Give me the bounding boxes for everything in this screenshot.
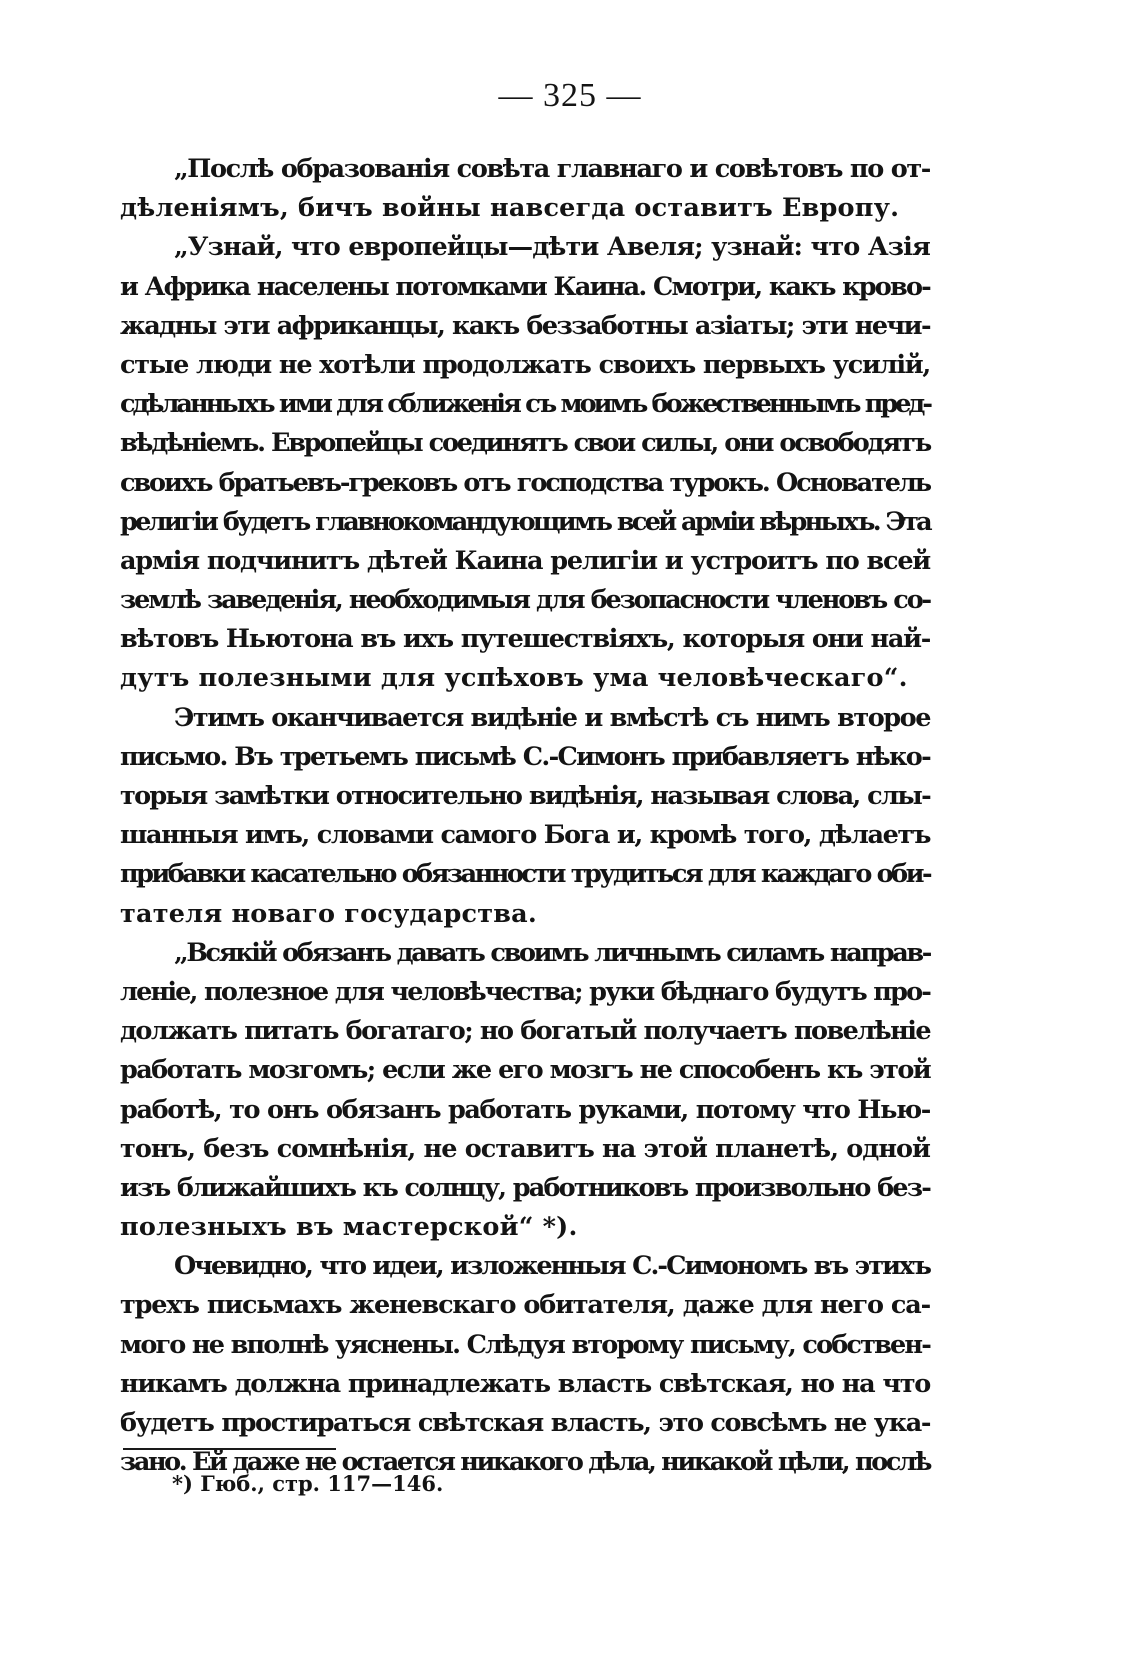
text-line: работѣ, то онъ обязанъ работать руками, потому что Нью- — [120, 1094, 930, 1125]
text-line: леніе, полезное для человѣчества; руки бѣднаго будутъ про- — [120, 976, 930, 1007]
text-line: тателя новаго государства. — [120, 898, 537, 929]
text-line: письмо. Въ третьемъ письмѣ С.-Симонъ прибавляетъ нѣко- — [120, 741, 930, 772]
text-line: мого не вполнѣ уяснены. Слѣдуя второму письму, собствен- — [120, 1329, 930, 1360]
text-line: дѣленіямъ, бичъ войны навсегда оставитъ Европу. — [120, 193, 900, 224]
text-line: вѣдѣніемъ. Европейцы соединятъ свои силы, они освободятъ — [120, 428, 930, 459]
text-line: должать питать богатаго; но богатый получаетъ повелѣніе — [120, 1016, 930, 1047]
footnote: *) Гюб., стр. 117—146. — [172, 1471, 444, 1496]
text-line: трехъ письмахъ женевскаго обитателя, даже для него са- — [120, 1290, 930, 1321]
text-line: полезныхъ въ мастерской“ *). — [120, 1212, 578, 1243]
text-line: „Всякій обязанъ давать своимъ личнымъ силамъ направ- — [174, 937, 930, 968]
text-line: тонъ, безъ сомнѣнія, не оставитъ на этой планетѣ, одной — [120, 1133, 930, 1164]
text-line: „Узнай, что европейцы—дѣти Авеля; узнай: что Азія — [174, 232, 930, 263]
text-line: землѣ заведенія, необходимыя для безопасности членовъ со- — [120, 585, 930, 616]
text-line: Этимъ оканчивается видѣніе и вмѣстѣ съ нимъ второе — [174, 702, 930, 733]
text-line: „Послѣ образованія совѣта главнаго и совѣтовъ по от- — [174, 154, 930, 184]
text-line: стые люди не хотѣли продолжать своихъ первыхъ усилій, — [120, 349, 930, 380]
text-line: работать мозгомъ; если же его мозгъ не способенъ къ этой — [120, 1055, 930, 1086]
text-line: своихъ братьевъ-грековъ отъ господства турокъ. Основатель — [120, 467, 930, 498]
text-line: будетъ простираться свѣтская власть, это совсѣмъ не ука- — [120, 1408, 930, 1438]
page-number: — 325 — — [498, 77, 642, 114]
text-line: дутъ полезными для успѣховъ ума человѣческаго“. — [120, 663, 908, 694]
text-line: сдѣланныхъ ими для сближенія съ моимъ божественнымъ пред- — [120, 389, 930, 420]
text-line: шанныя имъ, словами самого Бога и, кромѣ того, дѣлаетъ — [120, 820, 930, 851]
text-line: никамъ должна принадлежать власть свѣтская, но на что — [120, 1368, 930, 1399]
body-text — [120, 150, 930, 1482]
text-line: армія подчинитъ дѣтей Каина религіи и устроитъ по всей — [120, 545, 930, 576]
text-line: Очевидно, что идеи, изложенныя С.-Симономъ въ этихъ — [174, 1251, 930, 1282]
text-line: торыя замѣтки относительно видѣнія, называя слова, слы- — [120, 781, 930, 811]
footnote-separator — [123, 1448, 336, 1450]
text-line: прибавки касательно обязанности трудиться для каждаго оби- — [120, 859, 930, 890]
text-line: зано. Ей даже не остается никакого дѣла, никакой цѣли, послѣ — [120, 1447, 930, 1478]
text-line: и Африка населены потомками Каина. Смотри, какъ крово- — [120, 271, 930, 302]
text-line: религіи будетъ главнокомандующимъ всей арміи вѣрныхъ. Эта — [120, 506, 930, 537]
text-line: жадны эти африканцы, какъ беззаботны азіаты; эти нечи- — [120, 310, 930, 341]
text-line: вѣтовъ Ньютона въ ихъ путешествіяхъ, которыя они най- — [120, 624, 930, 655]
text-line: изъ ближайшихъ къ солнцу, работниковъ произвольно без- — [120, 1172, 930, 1203]
